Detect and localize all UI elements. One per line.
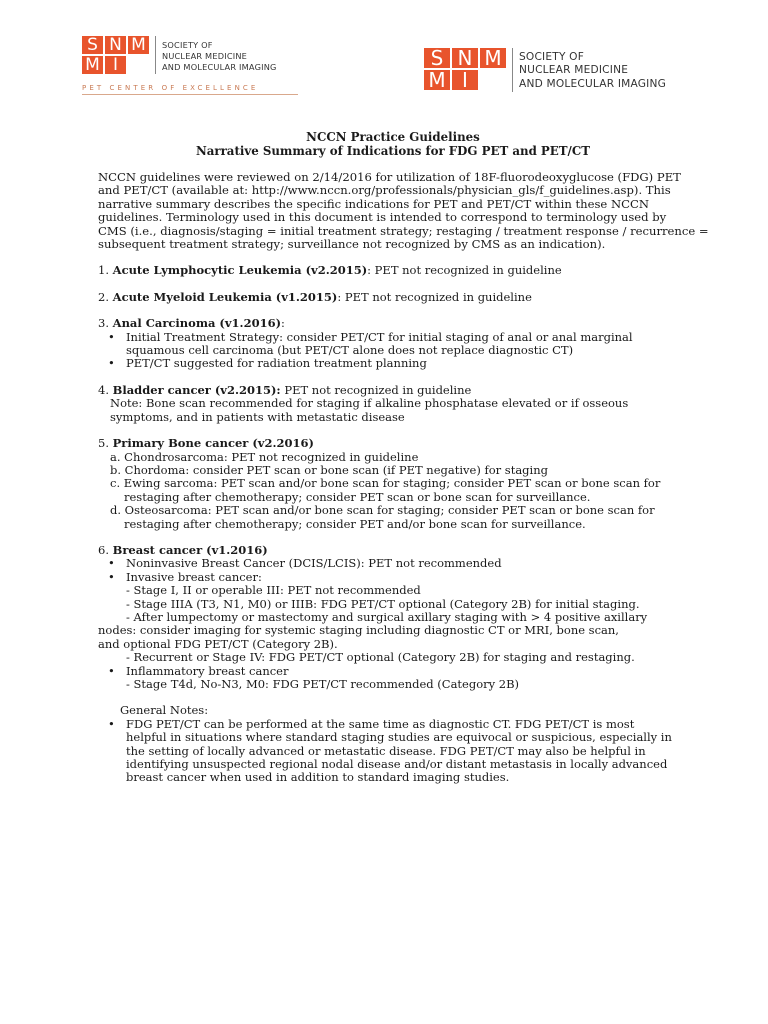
list-item [98,331,688,358]
list-item [98,718,688,785]
snmmi-logo [424,48,666,92]
list-item-line: - Stage I, II or operable III: PET not recommended [126,583,421,598]
list-item-line: • PET/CT suggested for radiation treatment planning [126,356,427,371]
sub-item-line: restaging after chemotherapy; consider PET scan or bone scan for surveillance. [124,489,591,504]
section-status: : PET not recognized in guideline [367,263,562,278]
list-item [98,665,688,692]
section-title: Bladder cancer (v2.2015): [112,382,281,397]
section-heading [98,544,688,557]
list-item-line: - Stage IIIA (T3, N1, M0) or IIIB: FDG PET/CT optional (Category 2B) for initial staging. [126,596,640,611]
section-note-line: Note: Bone scan recommended for staging if alkaline phosphatase elevated or if osseous [110,396,629,411]
list-item-line: the setting of locally advanced or metastatic disease. FDG PET/CT may also be helpful in [126,743,646,758]
logo-tile: N [452,48,478,68]
section-all [98,264,688,277]
list-item-line: identifying unsuspected regional nodal disease and/or distant metastasis in locally advanced [126,757,668,772]
intro-paragraph [98,170,709,252]
bullet-list [98,557,688,691]
list-item-line: breast cancer when used in addition to standard imaging studies. [126,770,510,785]
section-bladder-cancer [98,384,688,424]
logo-tile: S [82,36,103,54]
logo-divider [512,48,513,92]
list-item-line: and optional FDG PET/CT (Category 2B). [98,636,338,651]
intro-line: and PET/CT (available at: http://www.nccn.org/professionals/physician_gls/f_guidelines.asp). This [98,183,671,198]
intro-line: guidelines. Terminology used in this document is intended to correspond to terminology used by [98,210,667,225]
bullet-list [98,331,688,371]
logo-tile: M [82,56,103,74]
section-anal-carcinoma [98,317,688,371]
list-item [98,571,688,665]
sub-item-line: restaging after chemotherapy; consider PET and/or bone scan for surveillance. [124,516,586,531]
list-item-line: - Recurrent or Stage IV: FDG PET/CT optional (Category 2B) for staging and restaging. [126,650,635,665]
section-heading [98,291,688,304]
list-item-line: - Stage T4d, No-N3, M0: FDG PET/CT recommended (Category 2B) [126,677,520,691]
section-breast-cancer [98,544,688,785]
logo-tile-blank [128,56,149,74]
section-note-line: symptoms, and in patients with metastatic disease [110,409,405,424]
logo-text [519,48,666,91]
sub-item-line: c. Ewing sarcoma: PET scan and/or bone scan for staging; consider PET scan or bone scan for [110,476,661,491]
section-aml [98,291,688,304]
logo-divider [155,36,156,74]
logo-text [162,36,277,72]
snmmi-pet-coe-logo [82,36,277,74]
logo-text-line: SOCIETY OF [162,40,213,50]
intro-line: NCCN guidelines were reviewed on 2/14/2016 for utilization of 18F-fluorodeoxyglucose (FDG) PET [98,170,681,184]
list-item [98,557,688,570]
section-status: : PET not recognized in guideline [337,289,532,304]
logo-tile: I [105,56,126,74]
logo-tile: S [424,48,450,68]
sub-item-line: d. Osteosarcoma: PET scan and/or bone scan for staging; consider PET scan or bone scan for [110,503,655,518]
section-title: Anal Carcinoma (v1.2016) [112,316,282,331]
section-heading [98,437,688,450]
logo-text-line: NUCLEAR MEDICINE [519,64,629,77]
section-number: 5. [98,436,113,451]
snmmi-logo-mark [82,36,149,74]
list-item [98,357,688,370]
sub-item-line: a. Chondrosarcoma: PET not recognized in guideline [110,449,419,464]
list-item-line: helpful in situations where standard staging studies are equivocal or suspicious, especially in [126,730,672,745]
snmmi-logo-mark [424,48,506,90]
section-number: 4. [98,382,113,397]
section-status: : [281,316,285,331]
section-title: Acute Myeloid Leukemia (v1.2015) [112,289,338,304]
logo-tile: I [452,70,478,90]
document-body [98,130,709,785]
pet-center-tagline: PET CENTER OF EXCELLENCE [82,84,259,92]
logo-tile: M [480,48,506,68]
section-title: Acute Lymphocytic Leukemia (v2.2015) [112,263,368,278]
list-item-line: nodes: consider imaging for systemic staging including diagnostic CT or MRI, bone scan, [98,623,619,638]
tagline-rule [82,94,298,95]
section-number: 6. [98,542,113,557]
intro-line: subsequent treatment strategy; surveillance not recognized by CMS as an indication). [98,237,606,252]
section-heading [98,317,688,330]
list-item-line: • Initial Treatment Strategy: consider PET/CT for initial staging of anal or anal marginal [126,329,633,344]
logo-text-line: NUCLEAR MEDICINE [162,50,248,61]
section-number: 1. [98,263,113,278]
intro-line: CMS (i.e., diagnosis/staging = initial treatment strategy; restaging / treatment response / recurrence = [98,223,709,238]
section-number: 2. [98,289,113,304]
general-notes-list [98,718,688,785]
section-heading [98,384,688,397]
intro-line: narrative summary describes the specific indications for PET and PET/CT within these NCCN [98,196,649,211]
title-line: NCCN Practice Guidelines [306,130,480,144]
list-item-line: • Inflammatory breast cancer [126,663,289,678]
general-notes-label: General Notes: [120,703,209,718]
document-title [98,130,688,158]
logo-text-line: SOCIETY OF [519,51,585,63]
section-title: Breast cancer (v1.2016) [112,542,268,557]
list-item-line: • FDG PET/CT can be performed at the same time as diagnostic CT. FDG PET/CT is most [126,716,635,731]
list-item-line: squamous cell carcinoma (but PET/CT alone does not replace diagnostic CT) [126,343,574,358]
section-number: 3. [98,316,113,331]
logo-tile: M [128,36,149,54]
section-status: PET not recognized in guideline [280,382,472,397]
sub-item-line: b. Chordoma: consider PET scan or bone scan (if PET negative) for staging [110,462,548,477]
logo-text-line: AND MOLECULAR IMAGING [519,77,667,90]
section-heading [98,264,688,277]
section-bone-cancer [98,437,688,531]
list-item-line: - After lumpectomy or mastectomy and surgical axillary staging with > 4 positive axillary [126,609,648,624]
logo-tile: N [105,36,126,54]
list-item-line: • Noninvasive Breast Cancer (DCIS/LCIS): PET not recommended [126,556,502,571]
title-line: Narrative Summary of Indications for FDG PET and PET/CT [195,144,591,158]
list-item-line: • Invasive breast cancer: [126,569,262,584]
logo-tile-blank [480,70,506,90]
logo-tile: M [424,70,450,90]
logo-text-line: AND MOLECULAR IMAGING [162,61,277,72]
section-title: Primary Bone cancer (v2.2016) [112,436,314,451]
